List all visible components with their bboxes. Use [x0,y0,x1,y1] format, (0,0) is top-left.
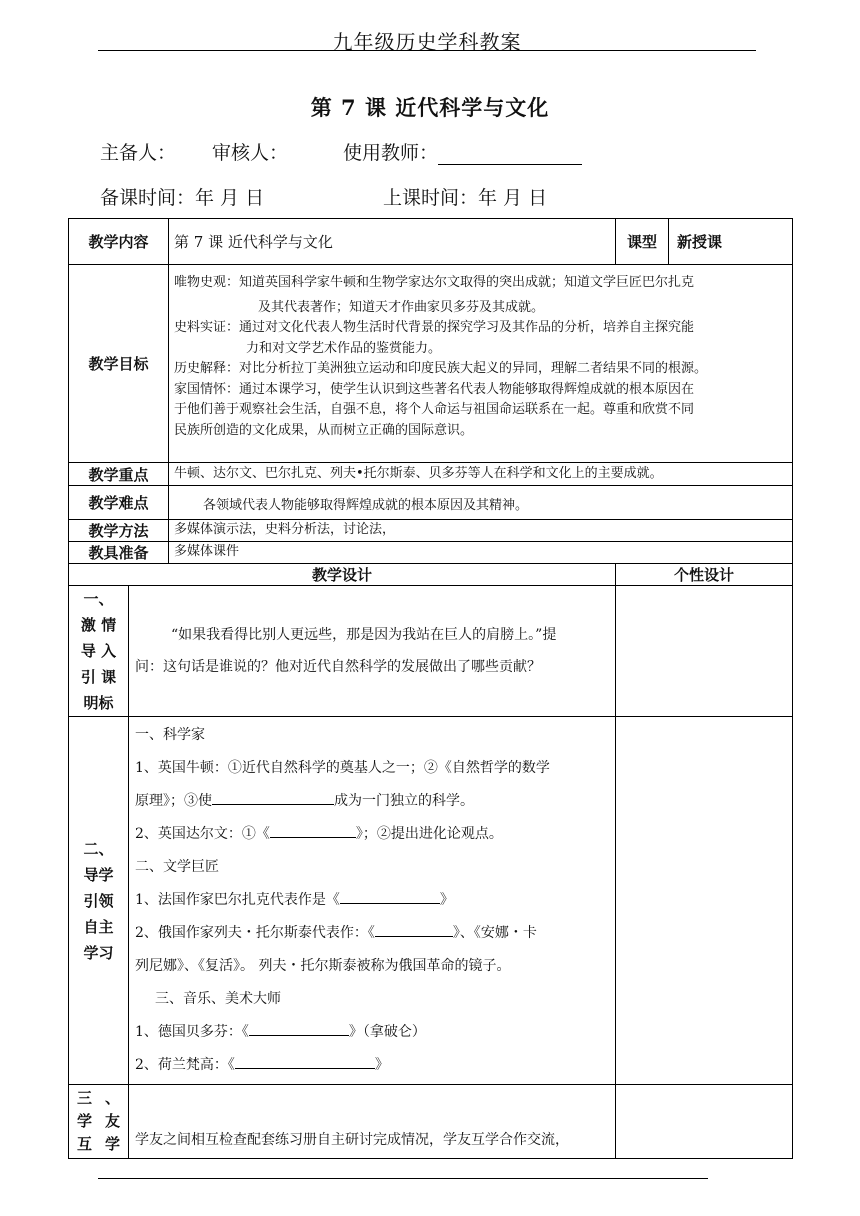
section-3-label-line: 学 友 [77,1112,120,1130]
goal-4-cont2: 民族所创造的文化成果，从而树立正确的国际意识。 [174,422,474,438]
section-1-label-line: 一、 [83,590,114,608]
type-value: 新授课 [669,219,793,265]
beethoven-text-2: 》（拿破仑） [348,1024,426,1040]
darwin-line [135,818,610,851]
row-method [69,520,793,542]
tools-label: 教具准备 [69,542,169,564]
newton-line: 1、英国牛顿：①近代自然科学的奠基人之一；②《自然哲学的数学 [135,760,550,776]
blank-darwin[interactable] [270,821,356,838]
type-label: 课型 [616,219,669,265]
question-line: 问：这句话是谁说的？他对近代自然科学的发展做出了哪些贡献？ [135,659,541,675]
goals-label: 教学目标 [69,265,169,463]
newton-line-2 [135,785,610,818]
row-tools [69,542,793,564]
goal-2: 史料实证：通过对文化代表人物生活时代背景的探究学习及其作品的分析，培养自主探究能 [174,320,695,335]
key-value: 牛顿、达尔文、巴尔扎克、列夫•托尔斯泰、贝多芬等人在科学和文化上的主要成就。 [169,463,793,486]
section-1-personal[interactable] [616,586,793,717]
blank-beethoven[interactable] [249,1019,349,1036]
balzac-line [135,884,610,917]
goal-1-cont: 及其代表著作；知道天才作曲家贝多芬及其成就。 [258,299,545,315]
section-2-label-line: 二、 [83,839,114,858]
method-value: 多媒体演示法，史料分析法，讨论法， [169,520,793,542]
goal-4: 家国情怀：通过本课学习，使学生认识到这些著名代表人物能够取得辉煌成就的根本原因在 [174,381,695,397]
row-design-header [69,564,793,586]
beethoven-text: 1、德国贝多芬：《 [135,1024,249,1040]
section-3-label [69,1085,129,1159]
reviewer-label: 审核人： [212,142,289,164]
section-2-personal[interactable] [616,717,793,1085]
vangogh-text: 2、荷兰梵高：《 [135,1057,235,1073]
header-rule [98,50,756,51]
vangogh-line [135,1049,610,1082]
row-section-1 [69,586,793,717]
difficult-label: 教学难点 [69,486,169,520]
tolstoy-line [135,917,610,950]
quote-line: “如果我看得比别人更远些，那是因为我站在巨人的肩膀上。”提 [171,627,557,643]
section-3-label-line: 三 、 [77,1089,120,1107]
section-1-label-line: 明标 [83,694,114,712]
beethoven-line [135,1016,610,1049]
newton-text-2: 成为一门独立的科学。 [334,793,474,809]
section-1-label-line: 引 课 [80,668,117,686]
blank-tolstoy[interactable] [375,920,453,937]
difficult-value: 各领域代表人物能够取得辉煌成就的根本原因及其精神。 [169,486,793,520]
footer-rule [98,1178,708,1179]
section-2-content [129,717,616,1085]
content-label: 教学内容 [69,219,169,265]
class-time: 上课时间：年 月 日 [383,187,548,209]
row-content [69,219,793,265]
key-label: 教学重点 [69,463,169,486]
blank-newton[interactable] [212,788,334,805]
tolstoy-text: 2、俄国作家列夫・托尔斯泰代表作：《 [135,925,375,941]
section-2-label [69,717,129,1085]
section-1-label-line: 导 入 [80,642,117,660]
section-1-content [129,586,616,717]
darwin-text-2: 》；②提出进化论观点。 [355,826,503,842]
newton-text: 原理》；③使 [135,793,212,809]
lesson-plan-table [68,218,793,1159]
design-header: 教学设计 [69,564,616,586]
goal-4-cont: 于他们善于观察社会生活，自强不息，将个人命运与祖国命运联系在一起。尊重和欣赏不同 [174,402,695,417]
preparer-label: 主备人： [100,142,177,164]
goal-2-cont: 力和对文学艺术作品的鉴赏能力。 [246,340,442,356]
tolstoy-line-2: 列尼娜》、《复活》。 列夫・托尔斯泰被称为俄国革命的镜子。 [135,958,511,974]
balzac-text: 1、法国作家巴尔扎克代表作是《 [135,892,340,908]
row-section-2 [69,717,793,1085]
method-label: 教学方法 [69,520,169,542]
literature-heading: 二、文学巨匠 [135,859,219,875]
row-difficult [69,486,793,520]
row-section-3 [69,1085,793,1159]
row-goals [69,265,793,463]
music-art-heading: 三、音乐、美术大师 [155,991,281,1007]
scientists-heading: 一、科学家 [135,727,205,743]
teacher-blank[interactable] [438,144,582,165]
section-1-label-line: 激 情 [80,616,117,634]
section-2-label-line: 引领 [83,891,114,910]
teacher-label [343,138,582,165]
vangogh-text-2: 》 [374,1057,389,1073]
goal-3: 历史解释：对比分析拉丁美洲独立运动和印度民族大起义的异同，理解二者结果不同的根源。 [174,361,708,376]
section-2-label-line: 导学 [83,865,114,884]
prep-time: 备课时间：年 月 日 [100,187,265,209]
goals-text [169,265,793,463]
tools-value: 多媒体课件 [169,542,793,564]
section-3-personal[interactable] [616,1085,793,1159]
row-key [69,463,793,486]
section-2-label-line: 自主 [83,917,114,936]
blank-vangogh[interactable] [235,1052,375,1069]
section-2-label-line: 学习 [83,943,114,962]
balzac-text-2: 》 [439,892,454,908]
lesson-title: 第 7 课 近代科学与文化 [310,95,550,120]
section-3-content: 学友之间相互检查配套练习册自主研讨完成情况，学友互学合作交流， [129,1085,616,1159]
running-header: 九年级历史学科教案 [332,30,522,54]
personal-header: 个性设计 [616,564,793,586]
tolstoy-text-2: 》、《安娜・卡 [452,925,537,941]
goal-1: 唯物史观：知道英国科学家牛顿和生物学家达尔文取得的突出成就；知道文学巨匠巴尔扎克 [174,275,695,290]
teacher-label-text: 使用教师： [343,142,439,164]
section-1-label [69,586,129,717]
darwin-text: 2、英国达尔文：①《 [135,826,270,842]
section-3-label-line: 互 学 [77,1135,120,1153]
blank-balzac[interactable] [340,887,440,904]
content-value: 第 7 课 近代科学与文化 [169,219,616,265]
